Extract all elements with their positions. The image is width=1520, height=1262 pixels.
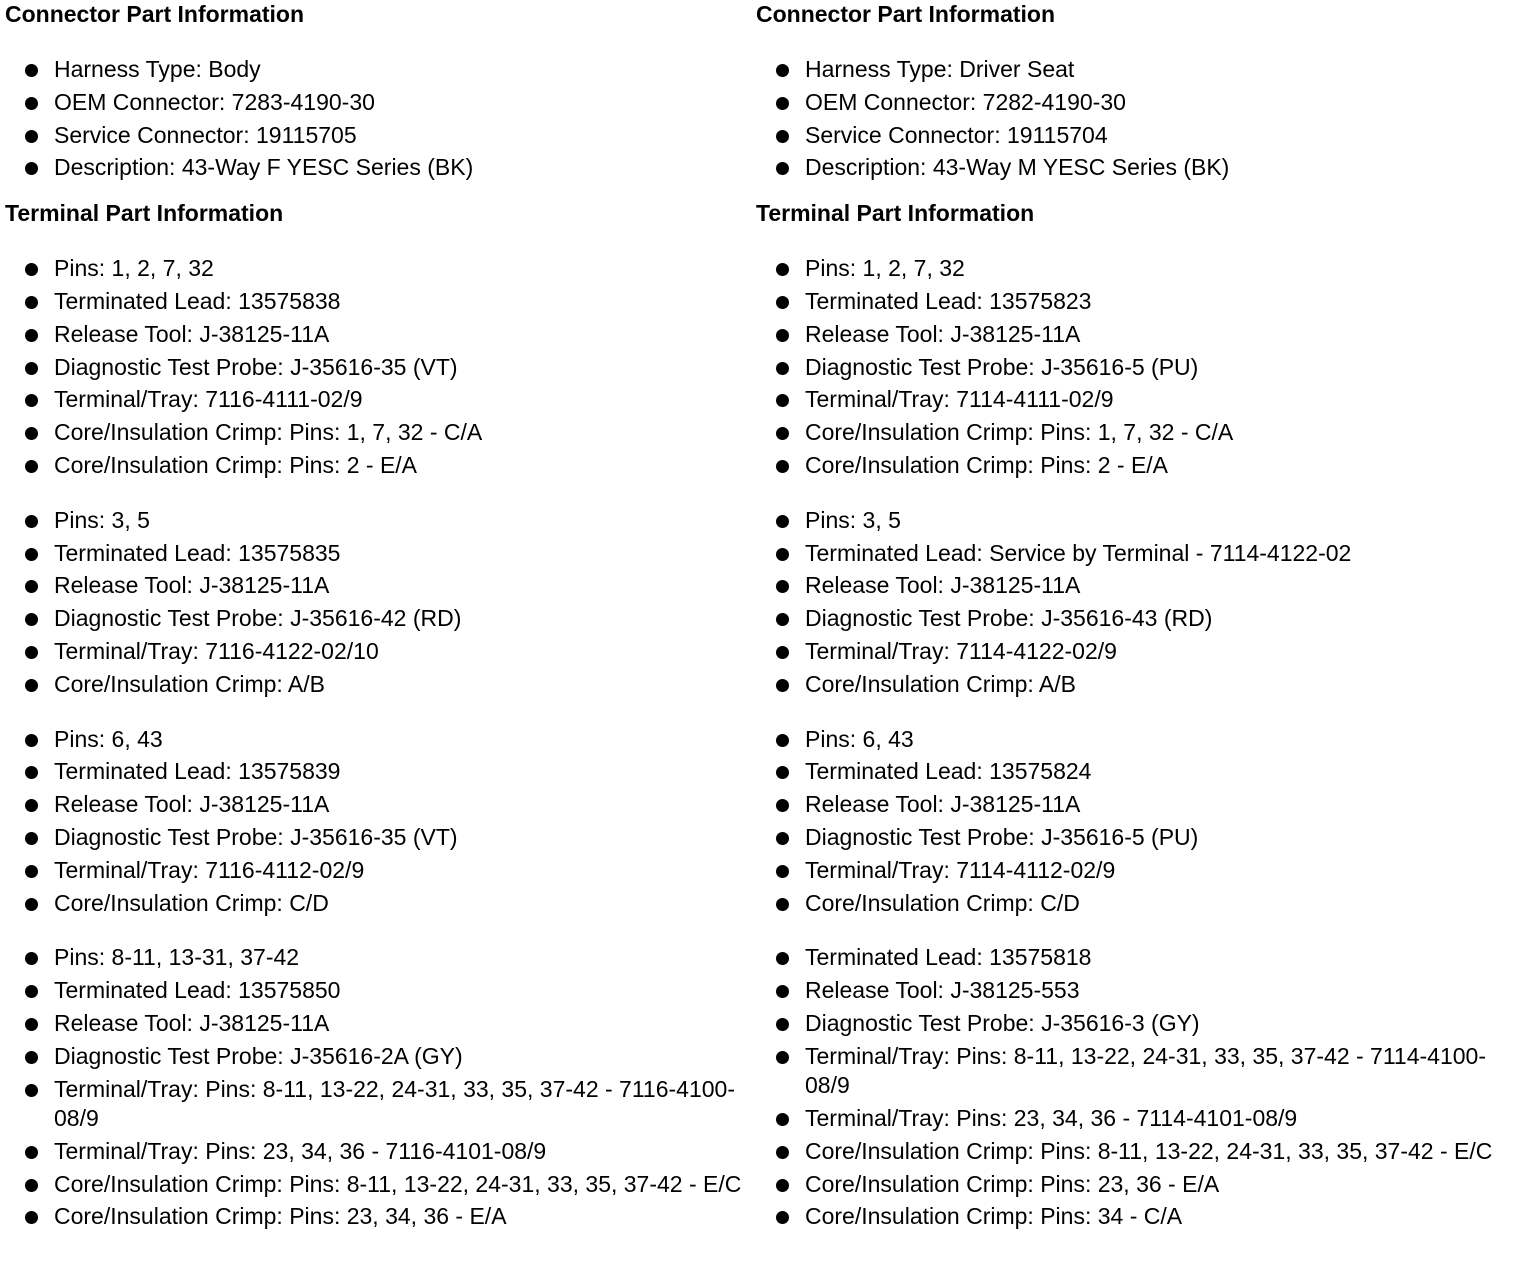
list-item-text: Terminated Lead: 13575835 <box>54 539 341 566</box>
list-item <box>5 1009 745 1039</box>
bullet-icon <box>25 832 38 845</box>
list-item-text: Release Tool: J-38125-11A <box>54 320 330 347</box>
bullet-icon <box>776 580 789 593</box>
list-item <box>756 1202 1498 1232</box>
list-item <box>5 1042 745 1072</box>
bullet-icon <box>776 97 789 110</box>
list-item-text: Pins: 1, 2, 7, 32 <box>805 255 965 282</box>
list-item <box>756 55 1498 85</box>
bullet-icon <box>25 548 38 561</box>
bullet-icon <box>25 329 38 342</box>
list-item <box>756 254 1498 284</box>
list-item-text: Pins: 3, 5 <box>54 506 150 533</box>
list-item-text: Core/Insulation Crimp: C/D <box>805 889 1080 916</box>
list-item-text: Core/Insulation Crimp: Pins: 34 - C/A <box>805 1203 1183 1230</box>
bullet-icon <box>776 734 789 747</box>
terminal-group-3 <box>5 725 745 918</box>
bullet-icon <box>25 515 38 528</box>
list-item-text: Release Tool: J-38125-11A <box>805 572 1081 599</box>
list-item <box>5 757 745 787</box>
terminal-heading: Terminal Part Information <box>756 200 1035 227</box>
list-item <box>756 418 1498 448</box>
bullet-icon <box>25 613 38 626</box>
list-item-text: Pins: 1, 2, 7, 32 <box>54 255 214 282</box>
terminal-heading: Terminal Part Information <box>5 200 284 227</box>
list-item <box>5 1137 745 1167</box>
bullet-icon <box>776 329 789 342</box>
list-item-text: Terminal/Tray: Pins: 23, 34, 36 - 7116-4101-08/9 <box>54 1137 547 1164</box>
list-item-text: Diagnostic Test Probe: J-35616-2A (GY) <box>54 1042 463 1069</box>
bullet-icon <box>25 898 38 911</box>
list-item <box>756 451 1498 481</box>
list-item-text: Terminated Lead: 13575818 <box>805 944 1092 971</box>
bullet-icon <box>25 296 38 309</box>
list-item <box>756 1042 1498 1101</box>
bullet-icon <box>25 1018 38 1031</box>
list-item-text: Core/Insulation Crimp: Pins: 2 - E/A <box>805 451 1169 478</box>
bullet-icon <box>776 460 789 473</box>
bullet-icon <box>776 1146 789 1159</box>
bullet-icon <box>776 679 789 692</box>
bullet-icon <box>776 865 789 878</box>
list-item-text: Terminal/Tray: 7116-4111-02/9 <box>54 386 363 413</box>
bullet-icon <box>776 832 789 845</box>
list-item-text: Core/Insulation Crimp: Pins: 23, 36 - E/A <box>805 1170 1220 1197</box>
bullet-icon <box>776 1179 789 1192</box>
bullet-icon <box>25 130 38 143</box>
list-item-text: Terminal/Tray: Pins: 8-11, 13-22, 24-31, 33, 35, 37-42 - 7116-4100-08/9 <box>54 1075 736 1132</box>
terminal-group-2 <box>756 506 1498 699</box>
terminal-group-3 <box>756 725 1498 918</box>
list-item <box>5 320 745 350</box>
list-item <box>756 725 1498 755</box>
list-item <box>756 790 1498 820</box>
list-item-text: Terminal/Tray: 7114-4111-02/9 <box>805 386 1114 413</box>
list-item-text: Release Tool: J-38125-11A <box>54 1009 330 1036</box>
bullet-icon <box>776 1018 789 1031</box>
list-item-text: Diagnostic Test Probe: J-35616-3 (GY) <box>805 1009 1200 1036</box>
list-item-text: Core/Insulation Crimp: Pins: 1, 7, 32 - C/A <box>805 419 1234 446</box>
bullet-icon <box>776 1051 789 1064</box>
list-item-text: Core/Insulation Crimp: A/B <box>805 670 1077 697</box>
list-item <box>5 1075 745 1134</box>
bullet-icon <box>776 263 789 276</box>
bullet-icon <box>776 130 789 143</box>
bullet-icon <box>776 766 789 779</box>
bullet-icon <box>25 766 38 779</box>
list-item <box>5 451 745 481</box>
list-item-text: Core/Insulation Crimp: C/D <box>54 889 329 916</box>
left-column <box>5 0 745 1235</box>
list-item <box>5 790 745 820</box>
terminal-group-4 <box>756 943 1498 1232</box>
list-item <box>756 385 1498 415</box>
list-item <box>5 353 745 383</box>
bullet-icon <box>25 1084 38 1097</box>
list-item <box>5 88 745 118</box>
list-item-text: Core/Insulation Crimp: Pins: 8-11, 13-22, 24-31, 33, 35, 37-42 - E/C <box>805 1137 1493 1164</box>
list-item-text: Pins: 8-11, 13-31, 37-42 <box>54 944 300 971</box>
list-item-text: Terminal/Tray: 7114-4112-02/9 <box>805 856 1116 883</box>
bullet-icon <box>776 162 789 175</box>
list-item-text: Harness Type: Driver Seat <box>805 56 1075 82</box>
bullet-icon <box>25 1146 38 1159</box>
list-item <box>5 539 745 569</box>
list-item <box>756 506 1498 536</box>
list-item <box>756 571 1498 601</box>
bullet-icon <box>776 64 789 77</box>
bullet-icon <box>776 613 789 626</box>
list-item <box>756 1137 1498 1167</box>
list-item <box>5 1202 745 1232</box>
list-item-text: OEM Connector: 7282-4190-30 <box>805 88 1126 115</box>
list-item-text: Diagnostic Test Probe: J-35616-5 (PU) <box>805 353 1199 380</box>
terminal-group-4 <box>5 943 745 1232</box>
bullet-icon <box>25 263 38 276</box>
list-item <box>5 1170 745 1200</box>
list-item <box>756 88 1498 118</box>
list-item <box>5 385 745 415</box>
list-item-text: Diagnostic Test Probe: J-35616-43 (RD) <box>805 605 1213 632</box>
connector-heading: Connector Part Information <box>5 1 305 27</box>
list-item <box>5 287 745 317</box>
bullet-icon <box>25 162 38 175</box>
list-item <box>5 725 745 755</box>
list-item-text: Diagnostic Test Probe: J-35616-35 (VT) <box>54 823 458 850</box>
list-item <box>5 823 745 853</box>
list-item-text: Terminated Lead: 13575850 <box>54 977 341 1004</box>
bullet-icon <box>776 952 789 965</box>
bullet-icon <box>25 679 38 692</box>
list-item <box>756 976 1498 1006</box>
bullet-icon <box>25 394 38 407</box>
bullet-icon <box>25 427 38 440</box>
bullet-icon <box>25 580 38 593</box>
bullet-icon <box>25 97 38 110</box>
bullet-icon <box>25 460 38 473</box>
terminal-group-1 <box>756 254 1498 480</box>
list-item <box>756 1009 1498 1039</box>
connector-heading: Connector Part Information <box>756 1 1056 27</box>
list-item <box>756 153 1498 183</box>
list-item <box>5 418 745 448</box>
list-item-text: Description: 43-Way F YESC Series (BK) <box>54 154 474 181</box>
bullet-icon <box>776 548 789 561</box>
list-item <box>756 1170 1498 1200</box>
list-item <box>756 539 1498 569</box>
bullet-icon <box>776 646 789 659</box>
bullet-icon <box>776 362 789 375</box>
list-item <box>5 976 745 1006</box>
bullet-icon <box>776 898 789 911</box>
bullet-icon <box>776 515 789 528</box>
bullet-icon <box>776 1211 789 1224</box>
list-item-text: Terminal/Tray: Pins: 8-11, 13-22, 24-31, 33, 35, 37-42 - 7114-4100-08/9 <box>805 1042 1487 1099</box>
connector-info-list <box>756 55 1498 183</box>
list-item-text: Terminated Lead: 13575838 <box>54 287 341 314</box>
list-item-text: Core/Insulation Crimp: Pins: 2 - E/A <box>54 451 418 478</box>
bullet-icon <box>25 1179 38 1192</box>
list-item <box>5 889 745 919</box>
list-item <box>756 320 1498 350</box>
list-item <box>756 637 1498 667</box>
list-item <box>756 856 1498 886</box>
list-item-text: Core/Insulation Crimp: Pins: 8-11, 13-22, 24-31, 33, 35, 37-42 - E/C <box>54 1170 742 1197</box>
list-item <box>756 287 1498 317</box>
list-item-text: Release Tool: J-38125-11A <box>54 572 330 599</box>
list-item <box>756 823 1498 853</box>
list-item-text: Core/Insulation Crimp: A/B <box>54 670 326 697</box>
list-item <box>5 670 745 700</box>
bullet-icon <box>25 646 38 659</box>
list-item-text: Terminated Lead: Service by Terminal - 7114-4122-02 <box>805 539 1352 566</box>
list-item-text: Release Tool: J-38125-11A <box>54 791 330 818</box>
bullet-icon <box>776 1113 789 1126</box>
list-item <box>5 506 745 536</box>
list-item <box>756 604 1498 634</box>
list-item-text: Release Tool: J-38125-553 <box>805 977 1080 1004</box>
list-item <box>5 121 745 151</box>
list-item-text: Diagnostic Test Probe: J-35616-5 (PU) <box>805 823 1199 850</box>
bullet-icon <box>25 799 38 812</box>
list-item-text: Harness Type: Body <box>54 56 261 82</box>
list-item <box>756 943 1498 973</box>
list-item <box>5 153 745 183</box>
list-item-text: Release Tool: J-38125-11A <box>805 320 1081 347</box>
list-item <box>5 943 745 973</box>
list-item-text: OEM Connector: 7283-4190-30 <box>54 88 375 115</box>
list-item <box>5 571 745 601</box>
bullet-icon <box>776 427 789 440</box>
list-item-text: Terminated Lead: 13575824 <box>805 758 1092 785</box>
list-item-text: Core/Insulation Crimp: Pins: 23, 34, 36 - E/A <box>54 1203 507 1230</box>
list-item-text: Pins: 3, 5 <box>805 506 901 533</box>
bullet-icon <box>25 734 38 747</box>
bullet-icon <box>25 985 38 998</box>
list-item <box>5 637 745 667</box>
terminal-group-2 <box>5 506 745 699</box>
list-item-text: Pins: 6, 43 <box>54 725 163 752</box>
list-item-text: Terminated Lead: 13575823 <box>805 287 1092 314</box>
right-column <box>756 0 1498 1235</box>
list-item-text: Terminal/Tray: 7116-4112-02/9 <box>54 856 365 883</box>
list-item <box>756 757 1498 787</box>
bullet-icon <box>25 952 38 965</box>
list-item <box>5 856 745 886</box>
list-item-text: Terminal/Tray: Pins: 23, 34, 36 - 7114-4101-08/9 <box>805 1105 1298 1132</box>
list-item-text: Diagnostic Test Probe: J-35616-42 (RD) <box>54 605 462 632</box>
list-item <box>5 55 745 85</box>
list-item-text: Terminal/Tray: 7114-4122-02/9 <box>805 637 1117 664</box>
list-item <box>756 353 1498 383</box>
list-item <box>5 604 745 634</box>
list-item-text: Release Tool: J-38125-11A <box>805 791 1081 818</box>
list-item-text: Description: 43-Way M YESC Series (BK) <box>805 154 1230 181</box>
list-item <box>756 1104 1498 1134</box>
list-item-text: Terminal/Tray: 7116-4122-02/10 <box>54 637 379 664</box>
bullet-icon <box>776 394 789 407</box>
list-item <box>5 254 745 284</box>
connector-info-list <box>5 55 745 183</box>
bullet-icon <box>25 865 38 878</box>
bullet-icon <box>776 799 789 812</box>
bullet-icon <box>25 64 38 77</box>
bullet-icon <box>776 985 789 998</box>
bullet-icon <box>25 1051 38 1064</box>
bullet-icon <box>25 1211 38 1224</box>
list-item-text: Service Connector: 19115705 <box>54 121 357 148</box>
list-item-text: Diagnostic Test Probe: J-35616-35 (VT) <box>54 353 458 380</box>
list-item <box>756 121 1498 151</box>
list-item <box>756 670 1498 700</box>
list-item <box>756 889 1498 919</box>
bullet-icon <box>776 296 789 309</box>
list-item-text: Core/Insulation Crimp: Pins: 1, 7, 32 - C/A <box>54 419 483 446</box>
terminal-group-1 <box>5 254 745 480</box>
list-item-text: Pins: 6, 43 <box>805 725 914 752</box>
bullet-icon <box>25 362 38 375</box>
list-item-text: Service Connector: 19115704 <box>805 121 1108 148</box>
list-item-text: Terminated Lead: 13575839 <box>54 758 341 785</box>
